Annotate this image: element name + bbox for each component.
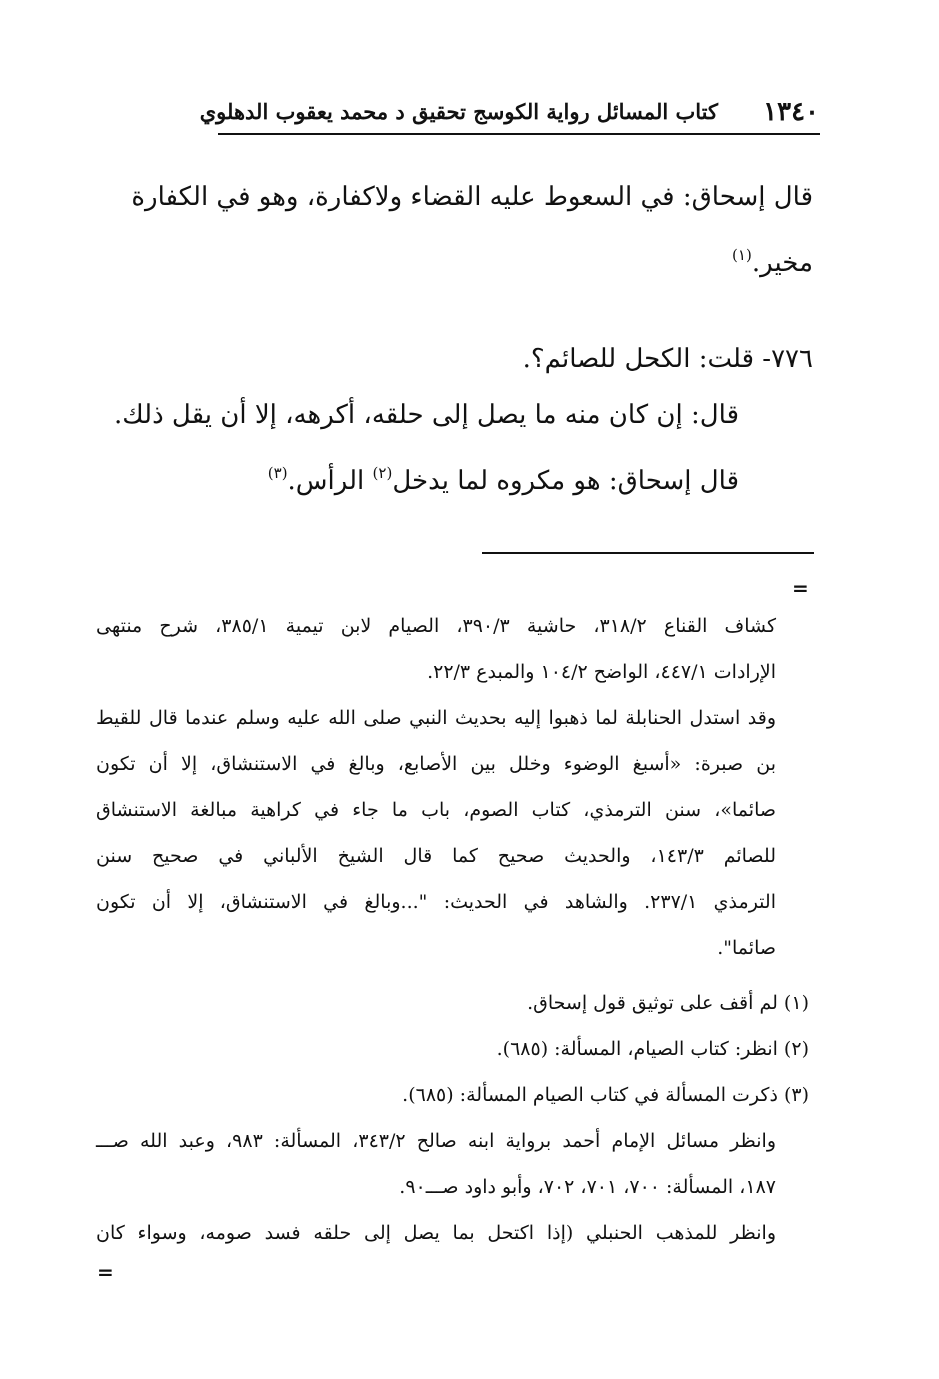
footnote-ref: (٣): [267, 464, 288, 482]
footnote-line: بن صبرة: «أسبغ الوضوء وخلل بين الأصابع، وبالغ في الاستنشاق، إلا أن تكون: [96, 753, 776, 775]
text-line: مخير.$^{(١)}$: [732, 246, 813, 278]
footnote-3: (٣) ذكرت المسألة في كتاب الصيام المسألة: (٦٨٥).: [402, 1084, 809, 1106]
footnote-separator: [482, 552, 814, 554]
footnote-line: صائما»، سنن الترمذي، كتاب الصوم، باب ما جاء في كراهية مبالغة الاستنشاق: [96, 799, 776, 821]
footnote-2: (٢) انظر: كتاب الصيام، المسألة: (٦٨٥).: [496, 1038, 809, 1060]
footnote-1: (١) لم أقف على توثيق قول إسحاق.: [527, 992, 809, 1014]
footnote-line: كشاف القناع ٣١٨/٢، حاشية ٣٩٠/٣، الصيام لابن تيمية ٣٨٥/١، شرح منتهى: [96, 615, 776, 637]
footnote-carry-over: [96, 603, 776, 971]
answer-line: قال: إن كان منه ما يصل إلى حلقه، أكرهه، إلا أن يقل ذلك.: [113, 400, 739, 430]
footnote-line: صائما".: [717, 937, 776, 959]
continuation-marker: =: [97, 1260, 114, 1284]
ishaq-line: قال إسحاق: هو مكروه لما يدخل$^{(٢)}$ الرأس.$^{(٣)}$: [267, 464, 739, 496]
ishaq-opinion-paragraph: [93, 168, 813, 292]
footnote-line: الترمذي ٢٣٧/١. والشاهد في الحديث: "...وبالغ في الاستنشاق، إلا أن تكون: [96, 891, 776, 913]
footnote-ref: (٢): [372, 464, 393, 482]
continuation-marker: =: [792, 576, 809, 600]
footnote-line: للصائم ١٤٣/٣، والحديث صحيح كما قال الشيخ الألباني في صحيح سنن: [96, 845, 776, 867]
footnote-ref: (١): [732, 246, 752, 264]
footnote-line: وانظر مسائل الإمام أحمد برواية ابنه صالح ٣٤٣/٢، المسألة: ٩٨٣، وعبد الله صـــ: [96, 1130, 776, 1152]
page-number: ١٣٤٠: [763, 97, 819, 127]
footnote-list: [96, 980, 809, 1118]
running-header-title: كتاب المسائل رواية الكوسج تحقيق د محمد يعقوب الدهلوي: [199, 99, 718, 124]
text-line: قال إسحاق: في السعوط عليه القضاء ولاكفارة، وهو في الكفارة: [131, 182, 813, 212]
footnote-line: وقد استدل الحنابلة لما ذهبوا إليه بحديث النبي صلى الله عليه وسلم عندما قال للقيط: [96, 707, 776, 729]
header-divider: [218, 133, 820, 135]
footnote-line: ١٨٧، المسألة: ٧٠٠، ٧٠١، ٧٠٢، وأبو داود صـــ٩٠.: [399, 1176, 776, 1198]
question-776: [93, 330, 813, 388]
answer-paragraph: [99, 386, 739, 510]
question-heading: ٧٧٦- قلت: الكحل للصائم؟.: [522, 344, 813, 374]
footnote-line: وانظر للمذهب الحنبلي (إذا اكتحل بما يصل إلى حلقه فسد صومه، وسواء كان: [96, 1222, 776, 1244]
footnote-line: الإرادات ٤٤٧/١، الواضح ١٠٤/٢ والمبدع ٢٢/٣.: [427, 661, 776, 683]
footnote-3-continuation: [96, 1118, 776, 1256]
